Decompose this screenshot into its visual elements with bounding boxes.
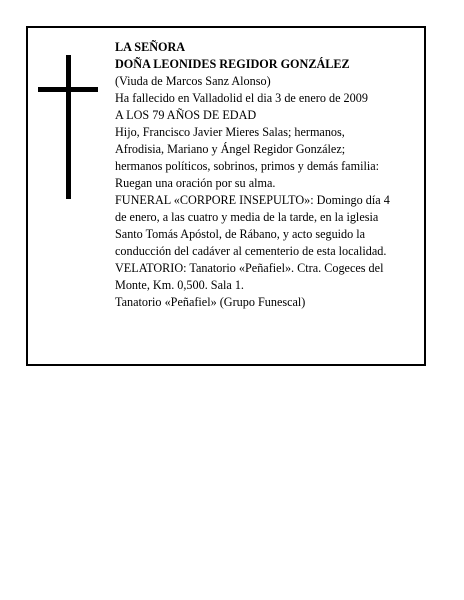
wake-line: Monte, Km. 0,500. Sala 1. <box>115 278 244 292</box>
family-line: Afrodisia, Mariano y Ángel Regidor González; <box>115 142 346 156</box>
death-line: Ha fallecido en Valladolid el dia 3 de enero de 2009 <box>115 91 368 105</box>
deceased-name: DOÑA LEONIDES REGIDOR GONZÁLEZ <box>115 57 350 71</box>
family-line: hermanos políticos, sobrinos, primos y demás familia: <box>115 159 380 173</box>
funeral-line: de enero, a las cuatro y media de la tarde, en la iglesia <box>115 210 379 224</box>
family-line: Hijo, Francisco Javier Mieres Salas; hermanos, <box>115 125 345 139</box>
notice-text <box>115 39 425 311</box>
cross-icon <box>38 55 98 199</box>
wake-line: VELATORIO: Tanatorio «Peñafiel». Ctra. Cogeces del <box>115 261 384 275</box>
funeral-home-line: Tanatorio «Peñafiel» (Grupo Funescal) <box>115 295 306 309</box>
widow-line: (Viuda de Marcos Sanz Alonso) <box>115 74 271 88</box>
age-line: A LOS 79 AÑOS DE EDAD <box>115 108 257 122</box>
prayer-line: Ruegan una oración por su alma. <box>115 176 276 190</box>
funeral-line: Santo Tomás Apóstol, de Rábano, y acto seguido la <box>115 227 366 241</box>
cross-horizontal-bar <box>38 87 98 92</box>
funeral-line: FUNERAL «CORPORE INSEPULTO»: Domingo día 4 <box>115 193 390 207</box>
title-line: LA SEÑORA <box>115 40 186 54</box>
funeral-line: conducción del cadáver al cementerio de esta localidad. <box>115 244 387 258</box>
cross-vertical-bar <box>66 55 71 199</box>
obituary-notice <box>26 26 426 366</box>
